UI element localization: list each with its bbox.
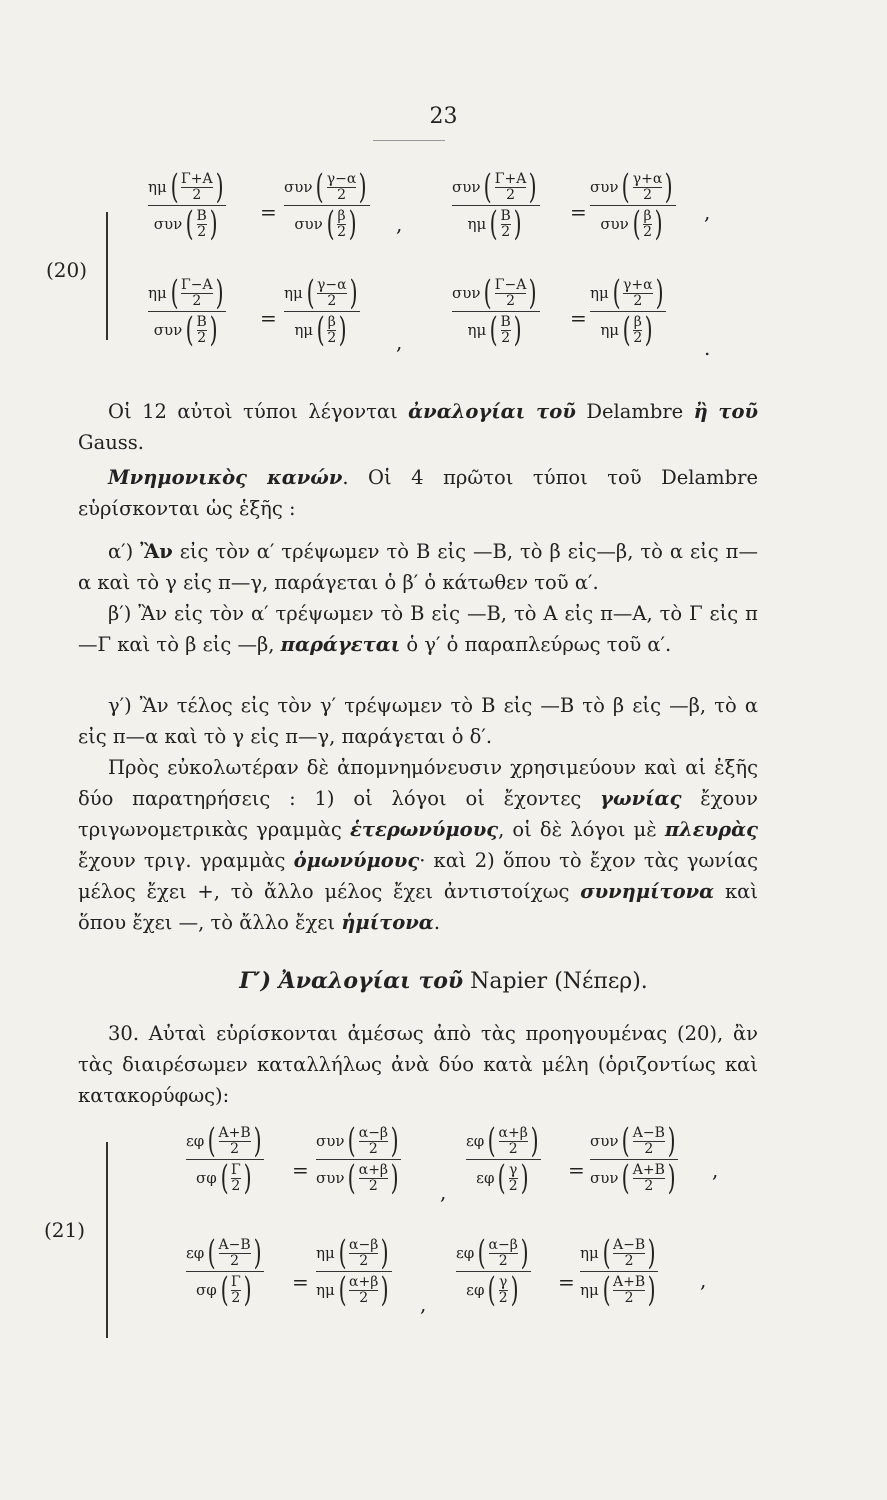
arg: Γ+Α (181, 170, 213, 187)
paragraph-analogies-delambre (78, 396, 758, 458)
arg: Α+Β (218, 1124, 251, 1141)
arg: Γ−Α (181, 276, 213, 293)
arg: Α−Β (218, 1236, 251, 1253)
emphasis-text: ἢ (693, 400, 708, 423)
fn-label: ημ (316, 1244, 335, 1262)
fn-label: εφ (186, 1132, 205, 1150)
arg: γ+α (632, 170, 663, 187)
eq21-row2-fraction-2: ημ ( α−β 2 ) ημ ( α+β 2 ) (316, 1236, 392, 1307)
equals-sign: = (260, 306, 277, 330)
two: 2 (337, 223, 346, 240)
two: 2 (197, 329, 207, 346)
two: 2 (230, 1140, 240, 1157)
arg: Γ−Α (494, 276, 527, 293)
text-run (708, 400, 718, 423)
page-number: 23 (429, 104, 458, 129)
fn-label: συν (590, 1132, 619, 1150)
fn-label: εφ (466, 1281, 485, 1299)
arg: Γ (230, 1273, 241, 1290)
eq21-row1-fraction-3: εφ ( α+β 2 ) εφ ( γ 2 ) (466, 1124, 541, 1195)
text-run: Gauss. (78, 431, 144, 454)
two: 2 (498, 1289, 508, 1306)
eq20-row1-fraction-4: συν ( γ+α 2 ) συν ( β 2 ) (590, 170, 676, 241)
paragraph-rule-c (78, 690, 758, 752)
emphasis-text: ἀναλογίαι τοῦ (408, 400, 576, 423)
emphasis-text: παράγεται (280, 633, 401, 656)
arg: γ+α (623, 276, 653, 293)
arg: α+β (358, 1161, 389, 1178)
equals-sign: = (260, 200, 277, 224)
eq20-row2-fraction-1: ημ ( Γ−Α 2 ) συν ( Β 2 ) (148, 276, 226, 347)
text-run: Napier (Νέπερ). (463, 969, 648, 994)
two: 2 (508, 1177, 518, 1194)
text-run: ἔχουν τριγ. γραμμὰς (78, 849, 294, 872)
two: 2 (501, 223, 511, 240)
fn-label: συν (600, 215, 629, 233)
two: 2 (624, 1289, 634, 1306)
equation-label-21: (21) (44, 1218, 86, 1242)
page-number-rule (373, 140, 445, 141)
emphasis-text: ἑτερωνύμους (349, 818, 499, 841)
fn-label: ημ (600, 321, 620, 339)
equals-sign: = (568, 1158, 585, 1182)
equals-sign: = (570, 306, 587, 330)
two: 2 (192, 186, 202, 203)
fn-label: συν (294, 215, 323, 233)
arg: Β (500, 207, 511, 224)
two: 2 (327, 329, 337, 346)
arg: Α+Β (613, 1273, 646, 1290)
two: 2 (197, 223, 207, 240)
two: 2 (643, 223, 652, 240)
arg: α−β (488, 1236, 518, 1253)
fn-label: συν (153, 321, 183, 339)
arg: Β (500, 313, 511, 330)
fn-label: συν (153, 215, 183, 233)
two: 2 (633, 329, 643, 346)
comma: , (420, 1292, 427, 1316)
arg: Α−Β (613, 1236, 646, 1253)
two: 2 (644, 1177, 654, 1194)
eq21-row1-fraction-4: συν ( Α−Β 2 ) συν ( Α+Β 2 ) (590, 1124, 678, 1195)
fn-label: σφ (195, 1169, 217, 1187)
fn-label: σφ (195, 1281, 217, 1299)
fn-label: ημ (580, 1244, 599, 1262)
two: 2 (643, 186, 652, 203)
text-run: ὁ γ′ ὁ παραπλεύρως τοῦ α′. (400, 633, 672, 656)
fn-label: εφ (186, 1244, 205, 1262)
arg: β (643, 207, 652, 224)
emphasis-text: Μνημονικὸς κανών (108, 466, 343, 489)
arg: Α+Β (632, 1161, 665, 1178)
two: 2 (368, 1140, 378, 1157)
text-run: εἰς τὸν α′ τρέψωμεν τὸ Β εἰς —Β, τὸ β εἰς—β, τὸ α εἰς π—α καὶ τὸ γ εἰς π—γ, παράγεται ὁ β′ ὁ κάτωθεν τοῦ α′. (78, 540, 758, 594)
arg: β (633, 313, 642, 330)
fn-label: ημ (148, 284, 167, 302)
arg: Β (196, 207, 207, 224)
text-run: α′) (108, 540, 141, 563)
fn-label: ημ (467, 215, 487, 233)
eq21-row1-fraction-1: εφ ( Α+Β 2 ) σφ ( Γ 2 ) (186, 1124, 264, 1195)
two: 2 (633, 292, 643, 309)
fn-label: ημ (580, 1281, 599, 1299)
equals-sign: = (558, 1270, 575, 1294)
arg: γ−α (326, 170, 357, 187)
fn-label: συν (316, 1169, 345, 1187)
text-run: β′) Ἂν εἰς τὸν α′ τρέψωμεν τὸ Β εἰς —Β, τὸ Α εἰς π—Α, τὸ Γ εἰς π—Γ καὶ τὸ β εἰς —β, (78, 602, 758, 656)
arg: β (337, 207, 346, 224)
period: . (704, 336, 711, 360)
fn-label: ημ (590, 284, 609, 302)
two: 2 (508, 1140, 518, 1157)
arg: γ−α (317, 276, 347, 293)
two: 2 (624, 1252, 634, 1269)
two: 2 (327, 292, 337, 309)
equals-sign: = (570, 200, 587, 224)
eq20-row1-fraction-2: συν ( γ−α 2 ) συν ( β 2 ) (284, 170, 370, 241)
left-brace-20 (106, 212, 118, 340)
equals-sign: = (292, 1270, 309, 1294)
emphasis-text: Γ′) Ἀναλογίαι τοῦ (239, 968, 464, 994)
two: 2 (231, 1177, 241, 1194)
eq20-row2-fraction-3: συν ( Γ−Α 2 ) ημ ( Β 2 ) (452, 276, 540, 347)
text-run: Πρὸς εὐκολωτέραν δὲ ἀπομνημόνευσιν χρησιμεύουν καὶ αἱ ἑξῆς δύο παρατηρήσεις : 1) οἱ λόγοι οἱ ἔχοντες (78, 756, 758, 810)
arg: Α−Β (632, 1124, 665, 1141)
arg: β (327, 313, 336, 330)
equals-sign: = (292, 1158, 309, 1182)
eq20-row2-fraction-2: ημ ( γ−α 2 ) ημ ( β 2 ) (284, 276, 360, 347)
comma: , (396, 212, 403, 236)
equation-label-20: (20) (46, 258, 88, 282)
eq21-row2-fraction-4: ημ ( Α−Β 2 ) ημ ( Α+Β 2 ) (580, 1236, 658, 1307)
text-run: καὶ ὅπου ἔχει —, τὸ ἄλλο ἔχει (78, 880, 758, 934)
text-run: γ′) Ἂν τέλος εἰς τὸν γ′ τρέψωμεν τὸ Β εἰς —Β τὸ β εἰς —β, τὸ α εἰς π—α καὶ τὸ γ εἰς π—γ, παράγεται ὁ δ′. (78, 694, 758, 748)
two: 2 (498, 1252, 508, 1269)
eq20-row1-fraction-3: συν ( Γ+Α 2 ) ημ ( Β 2 ) (452, 170, 540, 241)
emphasis-text: γωνίας (600, 787, 682, 810)
fn-label: εφ (476, 1169, 495, 1187)
two: 2 (192, 292, 202, 309)
fn-label: ημ (467, 321, 487, 339)
arg: α−β (358, 1124, 389, 1141)
fn-label: εφ (456, 1244, 475, 1262)
emphasis-text: συνημίτονα (580, 880, 715, 903)
fn-label: συν (590, 1169, 619, 1187)
fn-label: ημ (294, 321, 314, 339)
fn-label: συν (316, 1132, 345, 1150)
arg: Γ+Α (494, 170, 527, 187)
two: 2 (359, 1252, 369, 1269)
eq20-row2-fraction-4: ημ ( γ+α 2 ) ημ ( β 2 ) (590, 276, 666, 347)
text-run: 30. Αὐταὶ εὑρίσκονται ἀμέσως ἀπὸ τὰς προηγουμένας (20), ἂν τὰς διαιρέσωμεν καταλλήλως ἀνὰ δύο κατὰ μέλη (ὁριζοντίως καὶ κατακορύφως): (78, 1022, 758, 1107)
comma: , (700, 1268, 707, 1292)
comma: , (704, 200, 711, 224)
paragraph-observations (78, 752, 758, 938)
arg: γ (508, 1161, 518, 1178)
eq21-row2-fraction-1: εφ ( Α−Β 2 ) σφ ( Γ 2 ) (186, 1236, 264, 1307)
paragraph-section-30 (78, 1018, 758, 1111)
two: 2 (644, 1140, 654, 1157)
eq20-row1-fraction-1: ημ ( Γ+Α 2 ) συν ( Β 2 ) (148, 170, 226, 241)
text-run: . Οἱ 4 πρῶτοι τύποι τοῦ Delambre εὑρίσκονται ὡς ἑξῆς : (78, 466, 758, 520)
left-brace-21 (106, 1142, 118, 1338)
fn-label: εφ (466, 1132, 485, 1150)
paragraph-rule-a (78, 536, 758, 598)
two: 2 (230, 1252, 240, 1269)
comma: , (396, 330, 403, 354)
emphasis-text: τοῦ (718, 400, 759, 423)
text-run: · καὶ 2) ὅπου τὸ ἔχον τὰς γωνίας μέλος ἔχει +, τὸ ἄλλο μέλος ἔχει ἀντιστοίχως (78, 849, 758, 903)
fn-label: συν (452, 178, 481, 196)
text-run: Οἱ 12 αὐτοὶ τύποι λέγονται (108, 400, 409, 423)
eq21-row2-fraction-3: εφ ( α−β 2 ) εφ ( γ 2 ) (456, 1236, 531, 1307)
text-run: ἔχουν τριγωνομετρικὰς γραμμὰς (78, 787, 758, 841)
arg: α−β (349, 1236, 379, 1253)
emphasis-text: πλευρὰς (664, 818, 758, 841)
two: 2 (506, 186, 515, 203)
emphasis-text: ὁμωνύμους (293, 849, 420, 872)
fn-label: ημ (316, 1281, 335, 1299)
arg: α+β (349, 1273, 379, 1290)
arg: Γ (230, 1161, 241, 1178)
fn-label: συν (284, 178, 313, 196)
emphasis-text: Ἂν (140, 540, 173, 563)
comma: , (440, 1180, 447, 1204)
two: 2 (501, 329, 511, 346)
two: 2 (231, 1289, 241, 1306)
comma: , (712, 1158, 719, 1182)
fn-label: συν (452, 284, 481, 302)
eq21-row1-fraction-2: συν ( α−β 2 ) συν ( α+β 2 ) (316, 1124, 401, 1195)
fn-label: ημ (284, 284, 303, 302)
section-heading-napier (0, 968, 887, 994)
two: 2 (337, 186, 346, 203)
two: 2 (359, 1289, 369, 1306)
arg: α+β (498, 1124, 528, 1141)
arg: Β (196, 313, 207, 330)
paragraph-mnemonic-rule (78, 462, 758, 524)
text-run: , οἱ δὲ λόγοι μὲ (498, 818, 665, 841)
emphasis-text: ἡμίτονα (341, 911, 434, 934)
text-run: Delambre (575, 400, 694, 423)
fn-label: συν (590, 178, 619, 196)
text-run: . (433, 911, 441, 934)
two: 2 (368, 1177, 378, 1194)
arg: γ (498, 1273, 508, 1290)
fn-label: ημ (148, 178, 167, 196)
paragraph-rule-b (78, 598, 758, 660)
two: 2 (506, 292, 515, 309)
